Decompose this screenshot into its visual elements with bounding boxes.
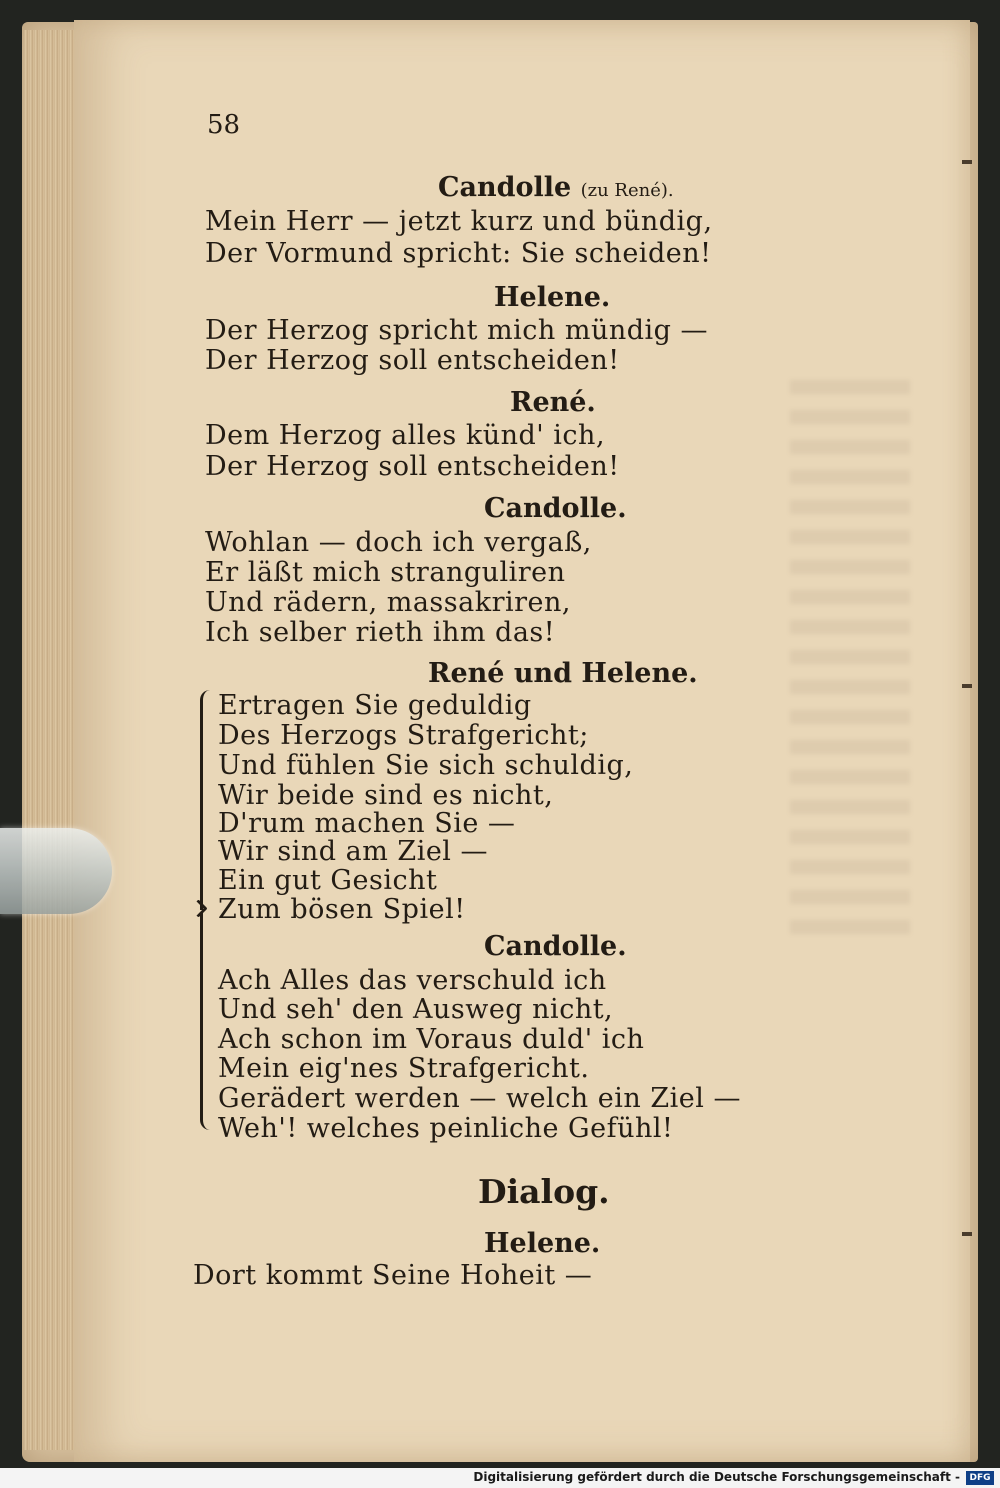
verse-line: Ein gut Gesicht bbox=[218, 865, 438, 896]
verse-line: Ich selber rieth ihm das! bbox=[205, 617, 556, 648]
speaker-candolle bbox=[438, 172, 674, 203]
verse-line: Dem Herzog alles künd' ich, bbox=[205, 420, 606, 451]
verse-line: Der Vormund spricht: Sie scheiden! bbox=[205, 238, 712, 269]
verse-line: Wir sind am Ziel — bbox=[218, 836, 489, 867]
speaker-helene: Helene. bbox=[484, 1228, 601, 1259]
verse-line: Der Herzog spricht mich mündig — bbox=[205, 315, 709, 346]
speaker-candolle: Candolle. bbox=[484, 931, 627, 962]
page-number: 58 bbox=[207, 110, 241, 140]
verse-line: Weh'! welches peinliche Gefühl! bbox=[218, 1113, 674, 1144]
binding-mark bbox=[962, 684, 972, 688]
binding-mark bbox=[962, 1232, 972, 1236]
page-clip bbox=[0, 828, 112, 914]
speaker-candolle: Candolle. bbox=[484, 493, 627, 524]
digitization-footer bbox=[0, 1468, 1000, 1488]
speaker-helene: Helene. bbox=[494, 282, 611, 313]
stage-direction: (zu René). bbox=[580, 180, 674, 201]
brace bbox=[200, 690, 213, 910]
verse-line: Er läßt mich stranguliren bbox=[205, 557, 566, 588]
binding-mark bbox=[962, 160, 972, 164]
verse-line: Ach Alles das verschuld ich bbox=[218, 965, 607, 996]
page-stack-edges bbox=[24, 30, 76, 1450]
speaker-rene: René. bbox=[510, 387, 596, 418]
speaker-name: Candolle bbox=[438, 172, 572, 203]
dfg-logo: DFG bbox=[966, 1471, 994, 1485]
verse-line: Und seh' den Ausweg nicht, bbox=[218, 994, 614, 1025]
verse-line: Der Herzog soll entscheiden! bbox=[205, 345, 620, 376]
verse-line: Mein Herr — jetzt kurz und bündig, bbox=[205, 206, 713, 237]
brace bbox=[200, 912, 213, 1130]
verse-line: Des Herzogs Strafgericht; bbox=[218, 720, 589, 751]
dialog-heading: Dialog. bbox=[478, 1172, 610, 1211]
speaker-rene-und-helene: René und Helene. bbox=[428, 658, 698, 689]
verse-line: Dort kommt Seine Hoheit — bbox=[193, 1260, 593, 1291]
verse-line: Gerädert werden — welch ein Ziel — bbox=[218, 1083, 741, 1114]
verse-line: Ach schon im Voraus duld' ich bbox=[218, 1024, 645, 1055]
verse-line: Ertragen Sie geduldig bbox=[218, 690, 532, 721]
verse-line: Der Herzog soll entscheiden! bbox=[205, 451, 620, 482]
verse-line: Mein eig'nes Strafgericht. bbox=[218, 1053, 590, 1084]
verse-line: Wohlan — doch ich vergaß, bbox=[205, 527, 592, 558]
footer-credit: Digitalisierung gefördert durch die Deutsche Forschungsgemeinschaft - bbox=[473, 1470, 960, 1484]
show-through-text bbox=[790, 380, 910, 940]
verse-line: Und fühlen Sie sich schuldig, bbox=[218, 750, 634, 781]
verse-line: Zum bösen Spiel! bbox=[218, 894, 466, 925]
verse-line: D'rum machen Sie — bbox=[218, 808, 516, 839]
verse-line: Und rädern, massakriren, bbox=[205, 587, 572, 618]
verse-line: Wir beide sind es nicht, bbox=[218, 780, 554, 811]
